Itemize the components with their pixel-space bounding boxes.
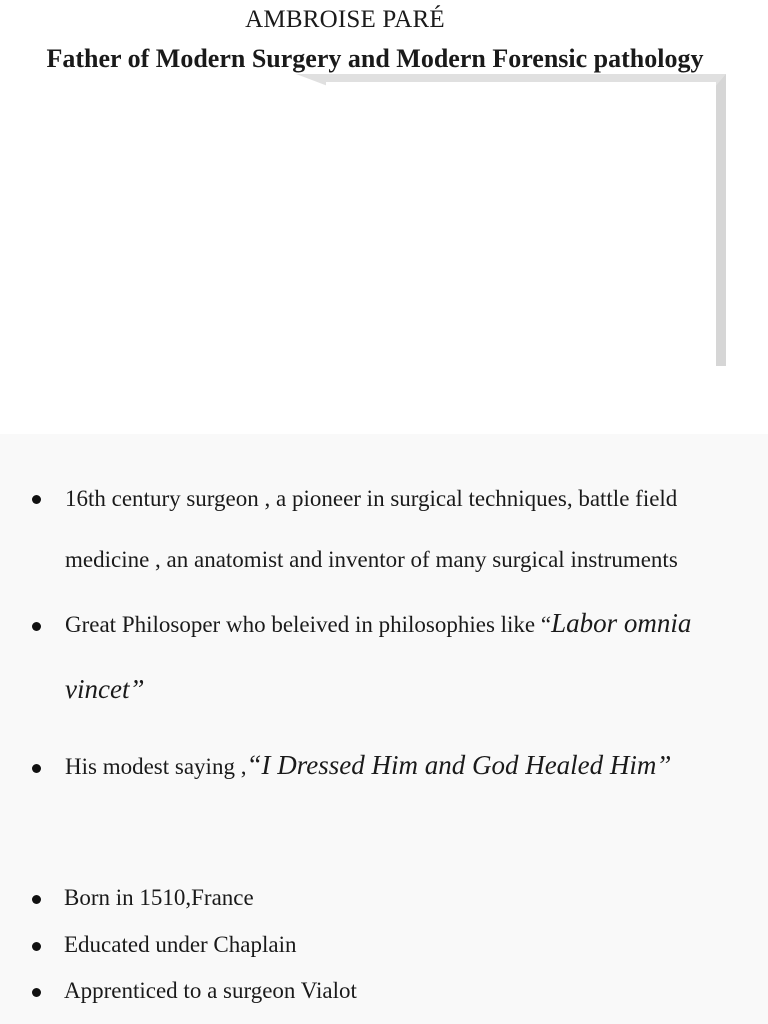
point-2-quote-part1: Labor omnia bbox=[551, 608, 692, 638]
bullet-icon bbox=[32, 622, 41, 631]
bullet-icon bbox=[32, 764, 41, 773]
portrait-image-area bbox=[326, 82, 716, 362]
point-2-line-1 bbox=[65, 608, 691, 639]
point-1-line-2: medicine , an anatomist and inventor of many surgical instruments bbox=[65, 547, 678, 572]
bullet-icon bbox=[32, 988, 41, 997]
fact-born: Born in 1510,France bbox=[64, 885, 254, 910]
bullet-icon bbox=[32, 495, 41, 504]
point-1-line-1: 16th century surgeon , a pioneer in surgical techniques, battle field bbox=[65, 486, 678, 511]
point-2-quote-part2: vincet bbox=[65, 674, 130, 704]
page-subtitle: Father of Modern Surgery and Modern Forensic pathology bbox=[46, 44, 704, 73]
bullet-icon bbox=[32, 895, 41, 904]
fact-educated: Educated under Chaplain bbox=[64, 932, 297, 957]
page-title: AMBROISE PARÉ bbox=[245, 6, 445, 33]
frame-right-border bbox=[716, 74, 726, 366]
point-3-prefix: His modest saying , bbox=[65, 754, 247, 779]
bullet-icon bbox=[32, 942, 41, 951]
point-2-line-2 bbox=[65, 674, 145, 705]
point-3-line bbox=[65, 750, 671, 781]
portrait-frame bbox=[296, 74, 726, 366]
fact-apprenticed: Apprenticed to a surgeon Vialot bbox=[64, 978, 357, 1003]
point-2-quote-close: ” bbox=[129, 674, 145, 704]
point-2-prefix: Great Philosoper who beleived in philosophies like “ bbox=[65, 612, 552, 637]
point-3-quote: “I Dressed Him and God Healed Him” bbox=[246, 750, 672, 780]
